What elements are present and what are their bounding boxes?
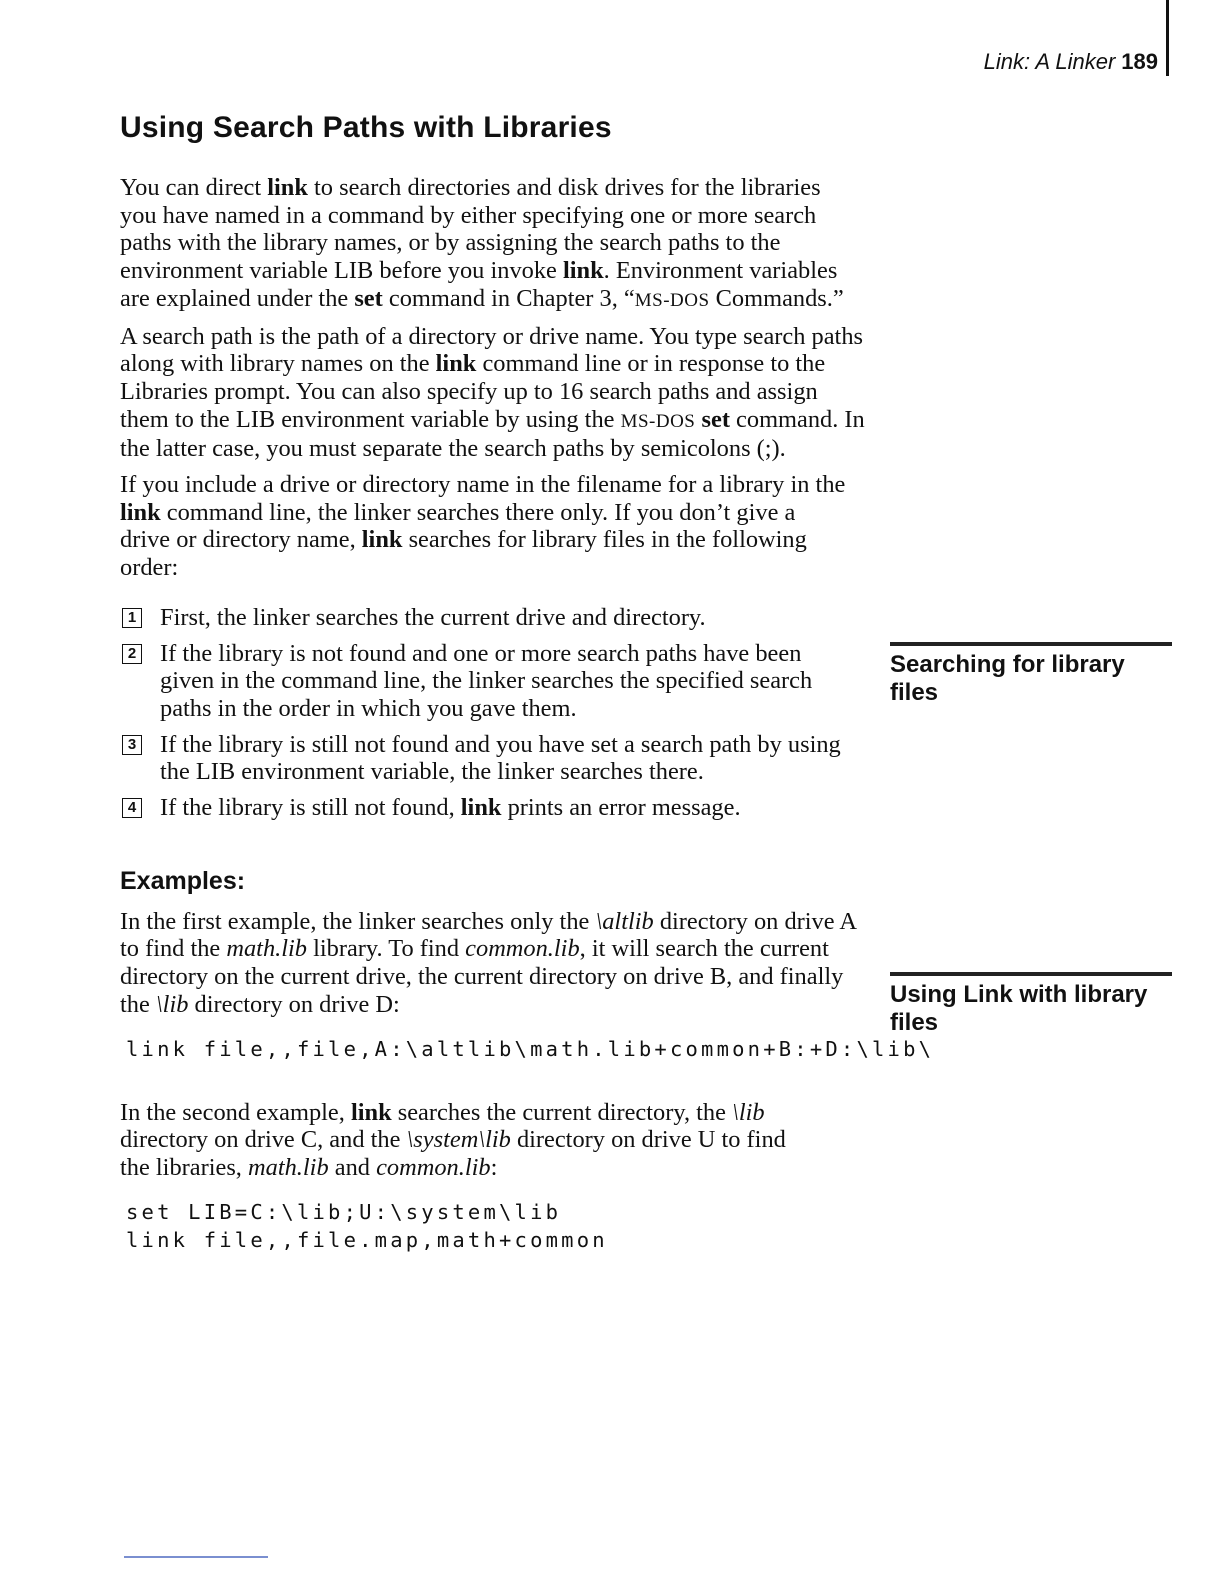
- text-run: directory on drive D:: [188, 990, 400, 1018]
- text-run: prints an error message.: [501, 794, 741, 822]
- command-name: link: [562, 257, 604, 285]
- paragraph-search-order: [120, 471, 850, 582]
- main-column: [120, 108, 935, 1278]
- text-run: First, the linker searches the current drive and directory.: [160, 603, 706, 631]
- list-item: [120, 731, 855, 786]
- small-caps-text: MS-DOS: [620, 410, 696, 432]
- text-run: command line or in response to the Libraries prompt. You can also specify up to 16 search paths and assign them to the LIB environment variable by using the: [120, 350, 826, 433]
- command-name: link: [120, 498, 161, 526]
- text-run: . Environment variables are explained under the: [120, 257, 838, 312]
- command-name: link: [460, 794, 502, 822]
- text-run: A search path is the path of a directory or drive name. You type search paths along with library names on the: [120, 322, 864, 378]
- directory-name: \system\lib: [406, 1126, 511, 1154]
- command-name: link: [435, 350, 477, 378]
- examples-heading: Examples:: [120, 866, 246, 895]
- small-caps-text: MS-DOS: [634, 289, 710, 311]
- text-run: to search directories and disk drives for the libraries you have named in a command by either specifying one or more search paths with the library names, or by assigning the search paths to the environment variable LIB before you invoke: [120, 174, 821, 285]
- code-example-1: link file,,file,A:\altlib\math.lib+common+B:+D:\lib\: [126, 1036, 935, 1061]
- text-run: If you include a drive or directory name in the filename for a library in the: [120, 471, 846, 499]
- running-title: Link: A Linker: [983, 49, 1116, 74]
- text-run: command in Chapter 3, “: [382, 284, 635, 312]
- text-run: command line, the linker searches there only. If you don’t give a drive or directory name,: [120, 498, 796, 554]
- file-name: math.lib: [226, 935, 307, 963]
- command-name: link: [267, 174, 308, 201]
- margin-note-using-link: Using Link with library files: [890, 972, 1172, 1037]
- step-number-box: 4: [122, 798, 142, 818]
- text-run: If the library is not found and one or more search paths have been given in the command line, the linker searches the specified search paths in the order in which you gave them.: [160, 639, 813, 722]
- paragraph-search-path: [120, 323, 870, 464]
- text-run: command. In the latter case, you must separate the search paths by semicolons (;).: [120, 405, 865, 463]
- text-run: searches for library files in the following order:: [120, 526, 807, 582]
- margin-note-searching: Searching for library files: [890, 642, 1172, 707]
- text-run: directory on drive C, and the: [120, 1126, 407, 1154]
- list-item: [120, 604, 855, 632]
- text-run: In the first example, the linker searches only the: [120, 907, 596, 935]
- step-number-box: 1: [122, 608, 142, 628]
- code-line: set LIB=C:\lib;U:\system\lib: [126, 1199, 562, 1224]
- command-name: link: [350, 1098, 392, 1126]
- step-number-box: 3: [122, 735, 142, 755]
- text-run: library. To find: [307, 935, 466, 963]
- step-number-box: 2: [122, 644, 142, 664]
- example-2-paragraph: [120, 1099, 820, 1182]
- text-run: and: [328, 1153, 377, 1181]
- directory-name: \lib: [155, 990, 189, 1018]
- running-header: [984, 48, 1158, 76]
- search-order-list: [120, 604, 855, 822]
- list-item: [120, 794, 855, 822]
- text-run: If the library is still not found,: [160, 794, 461, 822]
- text-run: , it will search the current directory on the current drive, the current directory on drive B, and finally the: [120, 935, 844, 1018]
- paragraph-intro: [120, 174, 850, 315]
- page-number: 189: [1121, 49, 1158, 74]
- text-run: You can direct: [120, 174, 268, 201]
- text-run: Commands.”: [709, 284, 844, 312]
- example-1-paragraph: [120, 908, 856, 1019]
- command-name: set: [354, 284, 383, 312]
- section-title: Using Search Paths with Libraries: [120, 111, 612, 144]
- directory-name: \lib: [732, 1098, 765, 1126]
- code-line: link file,,file.map,math+common: [126, 1227, 608, 1252]
- text-run: :: [490, 1153, 498, 1181]
- directory-name: \altlib: [595, 907, 654, 935]
- file-name: common.lib: [465, 935, 580, 963]
- text-run: directory on drive U to find the libraries,: [120, 1126, 786, 1181]
- list-item: [120, 640, 855, 723]
- text-run: If the library is still not found and you have set a search path by using the LIB environment variable, the linker searches there.: [160, 730, 841, 786]
- page-edge-rule: [1166, 0, 1169, 76]
- command-name: set: [701, 405, 730, 433]
- file-name: math.lib: [248, 1153, 329, 1181]
- text-run: In the second example,: [120, 1098, 351, 1126]
- footer-rule: [124, 1556, 268, 1558]
- text-run: directory on drive A to find the: [120, 907, 856, 963]
- file-name: common.lib: [376, 1153, 491, 1181]
- text-run: searches the current directory, the: [391, 1098, 733, 1126]
- code-example-2: [126, 1198, 870, 1254]
- command-name: link: [361, 526, 403, 554]
